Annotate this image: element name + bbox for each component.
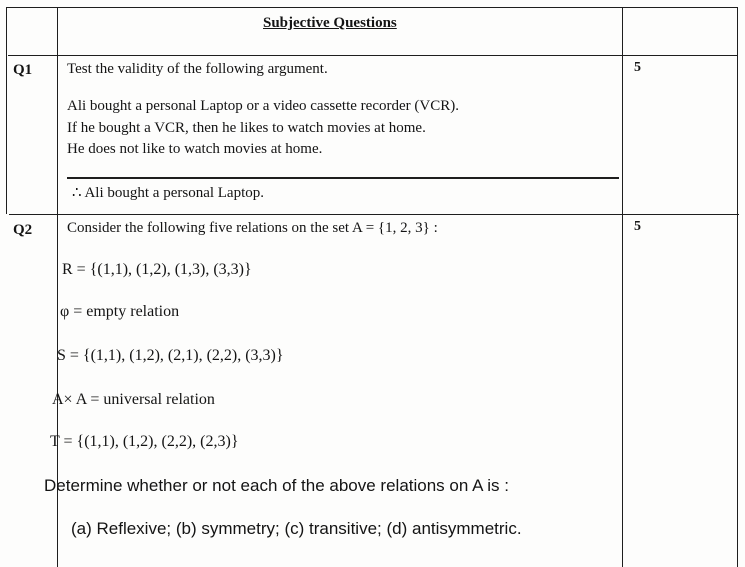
relation-empty: φ = empty relation	[60, 303, 180, 320]
relation-s: S = {(1,1), (1,2), (2,1), (2,2), (3,3)}	[57, 347, 284, 364]
header-bottom-border	[8, 55, 738, 56]
q2-marks: 5	[634, 219, 641, 234]
relation-r: R = {(1,1), (1,2), (1,3), (3,3)}	[62, 261, 252, 278]
section-title: Subjective Questions	[263, 15, 397, 31]
relation-universal: A× A = universal relation	[52, 391, 215, 408]
marks-column-divider	[622, 7, 623, 567]
q1-bottom-border	[9, 214, 739, 215]
relation-t: T = {(1,1), (1,2), (2,2), (2,3)}	[50, 433, 239, 450]
q1-premise-2: If he bought a VCR, then he likes to watch movies at home.	[67, 120, 426, 136]
q1-premise-3: He does not like to watch movies at home.	[67, 141, 323, 157]
q1-number: Q1	[13, 62, 33, 78]
q2-number: Q2	[13, 222, 33, 238]
q2-parts: (a) Reflexive; (b) symmetry; (c) transitive; (d) antisymmetric.	[71, 519, 522, 538]
q2-question: Determine whether or not each of the above relations on A is :	[44, 476, 509, 495]
q1-prompt: Test the validity of the following argument.	[67, 61, 328, 77]
conclusion-rule	[67, 177, 619, 179]
left-border	[6, 7, 7, 214]
q1-premise-1: Ali bought a personal Laptop or a video cassette recorder (VCR).	[67, 98, 459, 114]
q1-marks: 5	[634, 60, 641, 75]
q1-conclusion: ∴ Ali bought a personal Laptop.	[72, 185, 265, 201]
table-top-border	[6, 7, 738, 8]
right-border	[737, 7, 738, 567]
q2-prompt: Consider the following five relations on the set A = {1, 2, 3} :	[67, 220, 438, 236]
